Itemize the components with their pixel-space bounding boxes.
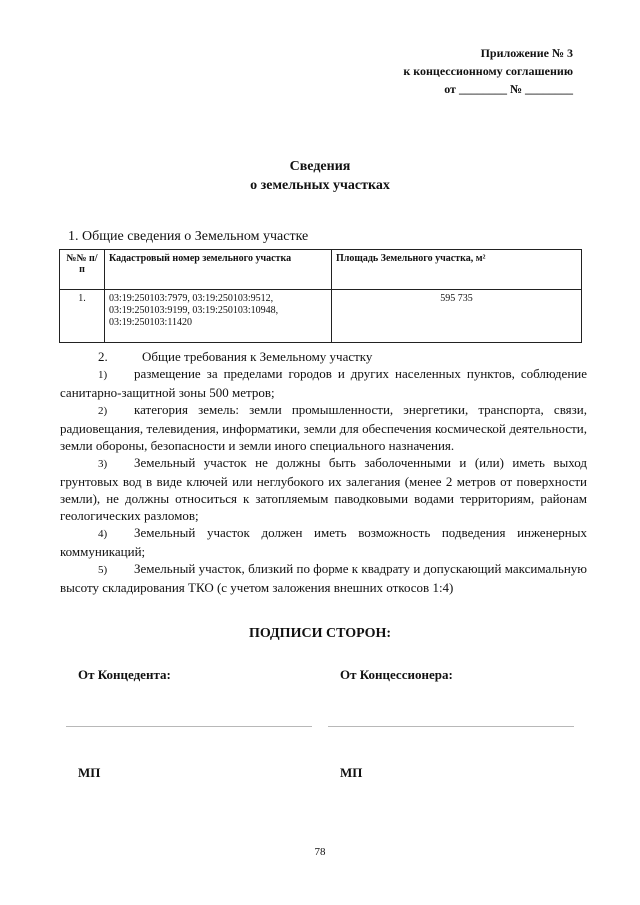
requirement-item [60, 560, 587, 596]
requirement-number: 1) [98, 369, 108, 381]
grantor-stamp-label: МП [78, 765, 101, 780]
appendix-line-2: к концессионному соглашению [403, 64, 573, 78]
table-row [60, 290, 582, 343]
appendix-line-1: Приложение № 3 [480, 46, 573, 60]
requirement-text: категория земель: земли промышленности, энергетики, транспорта, связи, радиовещания, телевидения, информатики, земли для обеспечения космической деятельности, земли обороны, безопасности и земли иного специального назначения. [60, 402, 587, 453]
requirement-text: Земельный участок не должны быть заболоченными и (или) иметь выход грунтовых вод в виде ключей или неглубокого их залегания (менее 2 метров от поверхности земли), не должны относиться к затопляемым паводковыми водами территориям, районам геологических разломов; [60, 455, 587, 523]
requirement-item [60, 365, 587, 401]
section-2-number: 2. [98, 349, 108, 364]
land-plot-table [59, 249, 582, 343]
appendix-line-3: от ________ № ________ [444, 82, 573, 96]
requirement-number: 3) [98, 458, 108, 470]
concessionaire-label: От Концессионера: [340, 667, 453, 682]
column-header-area: Площадь Земельного участка, м² [332, 250, 582, 290]
cell-area: 595 735 [332, 290, 582, 343]
requirement-text: размещение за пределами городов и других населенных пунктов, соблюдение санитарно-защитной зоны 500 метров; [60, 366, 587, 400]
requirement-item [60, 454, 587, 524]
requirement-number: 2) [98, 405, 108, 417]
requirement-item [60, 524, 587, 560]
page-number: 78 [314, 846, 326, 858]
requirements-section [60, 348, 587, 596]
cell-cadastral: 03:19:250103:7979, 03:19:250103:9512, 03:19:250103:9199, 03:19:250103:10948, 03:19:250103:11420 [105, 290, 332, 343]
column-header-cadastral: Кадастровый номер земельного участка [105, 250, 332, 290]
grantor-signature-line [66, 726, 312, 727]
requirement-text: Земельный участок должен иметь возможность подведения инженерных коммуникаций; [60, 525, 587, 559]
appendix-header [313, 44, 573, 98]
concessionaire-signature-line [328, 726, 574, 727]
document-title: Сведения [289, 159, 351, 174]
column-header-number: №№ п/п [60, 250, 105, 290]
grantor-label: От Концедента: [78, 667, 171, 682]
concessionaire-stamp-label: МП [340, 765, 363, 780]
requirement-text: Земельный участок, близкий по форме к квадрату и допускающий максимальную высоту складирования ТКО (с учетом заложения внешних откосов 1:4) [60, 561, 587, 595]
requirement-number: 5) [98, 564, 108, 576]
document-subtitle: о земельных участках [250, 178, 390, 193]
section-2-title: Общие требования к Земельному участку [142, 349, 373, 364]
requirement-number: 4) [98, 528, 108, 540]
signatures-heading: ПОДПИСИ СТОРОН: [248, 626, 392, 641]
table-header-row [60, 250, 582, 290]
section-1-heading: 1. Общие сведения о Земельном участке [68, 229, 309, 244]
requirement-item [60, 401, 587, 454]
cell-number: 1. [60, 290, 105, 343]
section-2-heading [60, 348, 587, 365]
